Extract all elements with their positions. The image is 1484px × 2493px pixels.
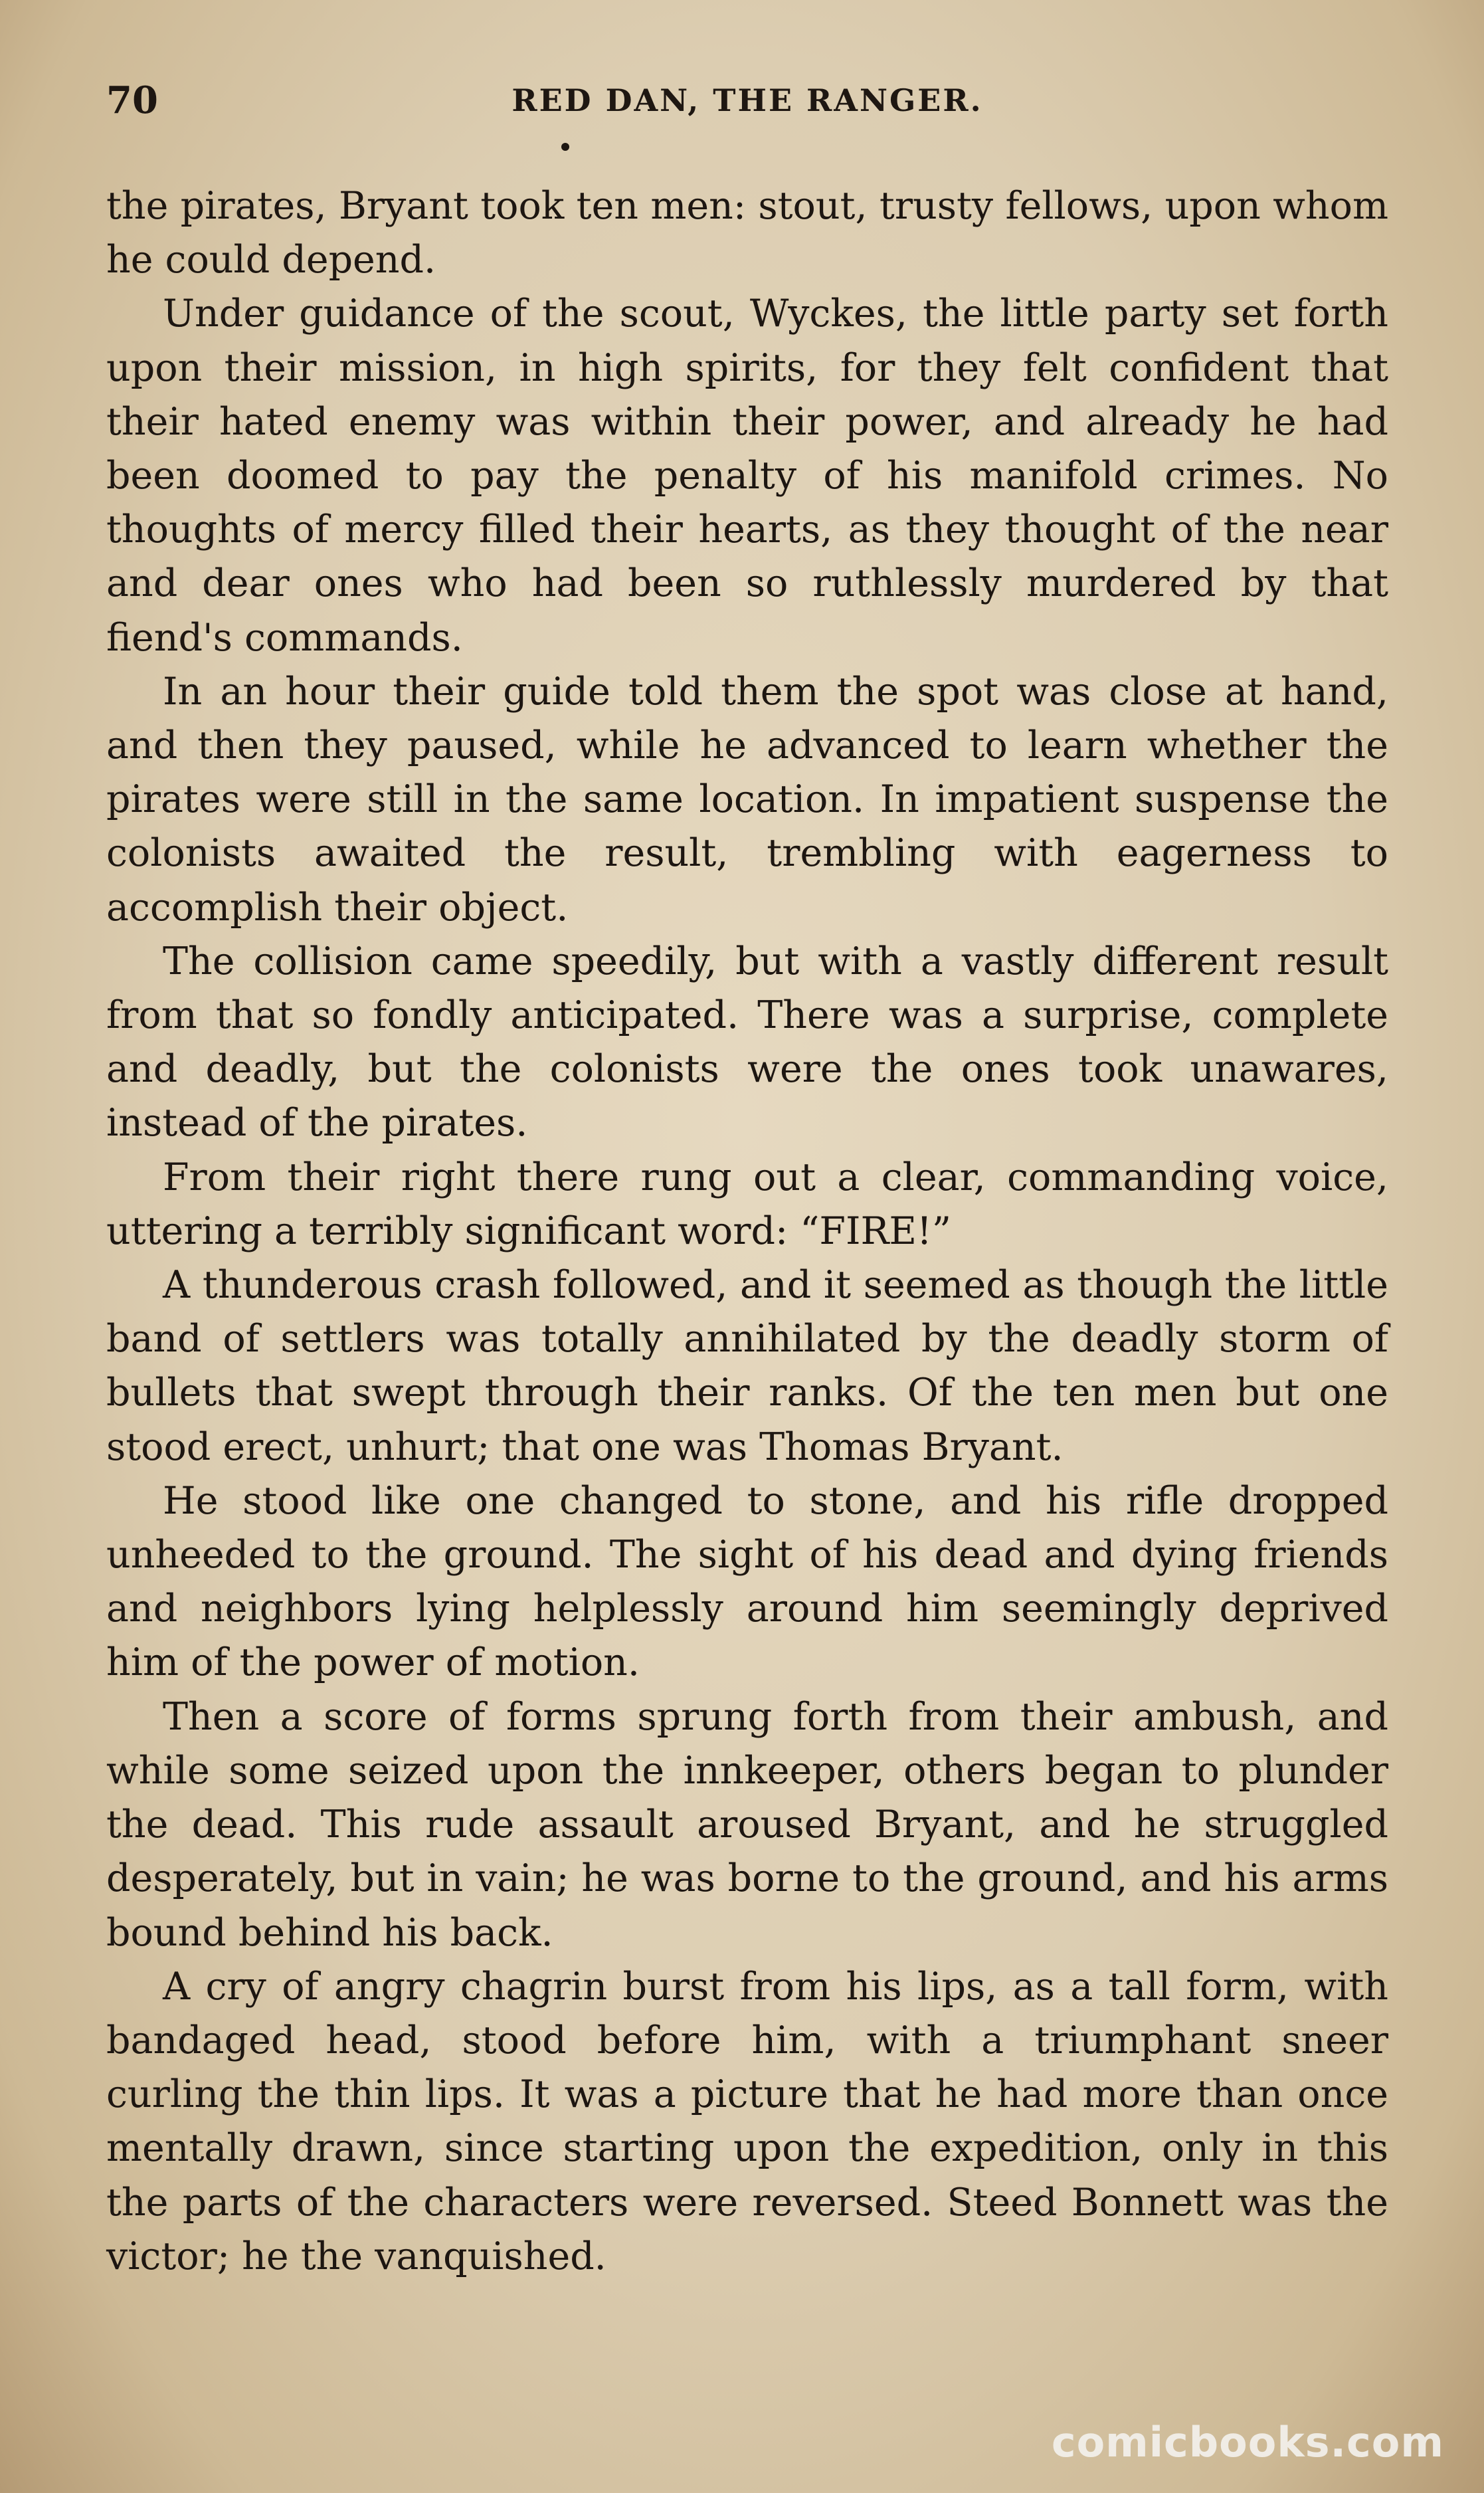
- paragraph: A thunderous crash followed, and it seemed as though the little band of settlers was totally annihilated by the deadly storm of bullets that swept through their ranks. Of the ten men but one stood erect, unhurt; that one was Thomas Bryant.: [106, 1263, 1388, 1469]
- watermark: comicbooks.com: [1051, 2418, 1444, 2466]
- paragraph: the pirates, Bryant took ten men: stout, trusty fellows, upon whom he could depend.: [106, 184, 1388, 282]
- paragraph: A cry of angry chagrin burst from his lips, as a tall form, with bandaged head, stood before him, with a triumphant sneer curling the thin lips. It was a picture that he had more than once mentally drawn, since starting upon the expedition, only in this the parts of the characters were reversed. Steed Bonnett was the victor; he the vanquished.: [106, 1964, 1388, 2278]
- paragraph: Under guidance of the scout, Wyckes, the little party set forth upon their mission, in high spirits, for they felt confident that their hated enemy was within their power, and already he had been doomed to pay the penalty of his manifold crimes. No thoughts of mercy filled their hearts, as they thought of the near and dear ones who had been so ruthlessly murdered by that fiend's commands.: [106, 292, 1388, 660]
- page-header: [106, 78, 1388, 132]
- paragraph: He stood like one changed to stone, and his rifle dropped unheeded to the ground. The sight of his dead and dying friends and neighbors lying helplessly around him seemingly deprived him of the power of motion.: [106, 1478, 1388, 1685]
- paragraph: Then a score of forms sprung forth from their ambush, and while some seized upon the innkeeper, others began to plunder the dead. This rude assault aroused Bryant, and he struggled desperately, but in vain; he was borne to the ground, and his arms bound behind his back.: [106, 1694, 1388, 1955]
- paragraph: The collision came speedily, but with a vastly different result from that so fondly anticipated. There was a surprise, complete and deadly, but the colonists were the ones took unawares, instead of the pirates.: [106, 939, 1388, 1146]
- page-number: 70: [106, 78, 158, 122]
- body-text: [106, 179, 1388, 2284]
- paragraph: In an hour their guide told them the spot was close at hand, and then they paused, while he advanced to learn whether the pirates were still in the same location. In impatient suspense the colonists awaited the result, trembling with eagerness to accomplish their object.: [106, 669, 1388, 930]
- ornament-dot: [561, 143, 569, 151]
- running-title: RED DAN, THE RANGER.: [511, 82, 983, 118]
- paragraph: From their right there rung out a clear, commanding voice, uttering a terribly significant word: “FIRE!”: [106, 1155, 1388, 1253]
